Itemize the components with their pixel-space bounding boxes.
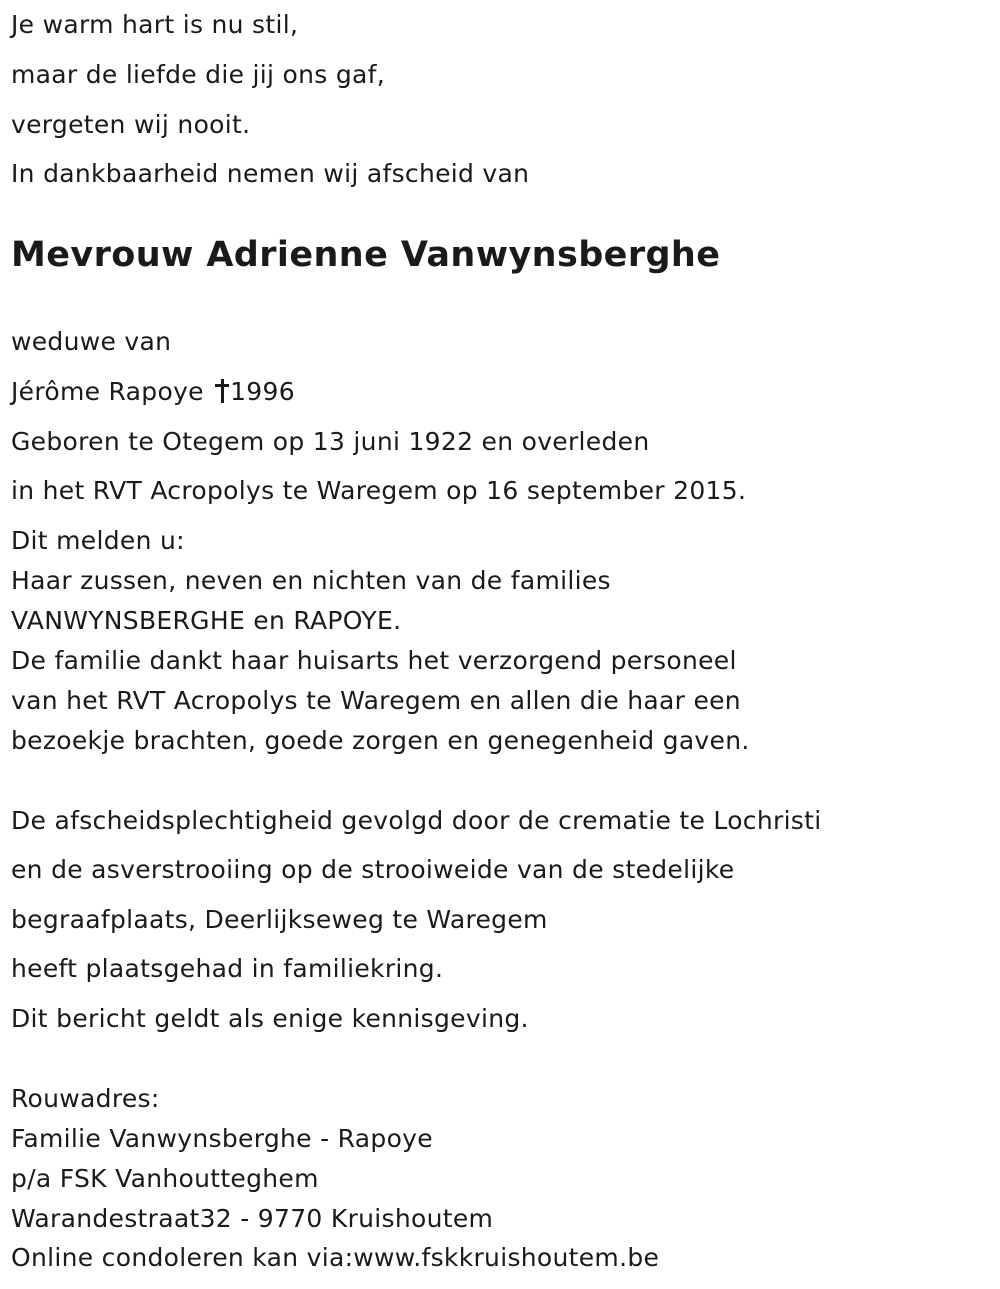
announcement-line-1: Dit melden u: <box>11 526 185 555</box>
spouse-line <box>11 377 295 407</box>
ceremony-line-5: Dit bericht geldt als enige kennisgeving. <box>11 1004 529 1033</box>
intro-line-2: maar de liefde die jij ons gaf, <box>11 60 385 89</box>
announcement-line-5: van het RVT Acropolys te Waregem en allen die haar een <box>11 686 741 715</box>
widow-of-label: weduwe van <box>11 327 172 356</box>
ceremony-line-2: en de asverstrooiing op de strooiweide van de stedelijke <box>11 855 735 884</box>
ceremony-line-1: De afscheidsplechtigheid gevolgd door de crematie te Lochristi <box>11 806 822 835</box>
intro-line-4: In dankbaarheid nemen wij afscheid van <box>11 159 530 188</box>
announcement-line-3: VANWYNSBERGHE en RAPOYE. <box>11 606 402 635</box>
spouse-death-year: 1996 <box>230 377 295 406</box>
died-line: in het RVT Acropolys te Waregem op 16 september 2015. <box>11 476 747 505</box>
announcement-line-6: bezoekje brachten, goede zorgen en genegenheid gaven. <box>11 726 750 755</box>
deceased-name: Mevrouw Adrienne Vanwynsberghe <box>11 235 721 275</box>
intro-line-1: Je warm hart is nu stil, <box>11 10 299 39</box>
address-family: Familie Vanwynsberghe - Rapoye <box>11 1124 433 1153</box>
address-care-of: p/a FSK Vanhoutteghem <box>11 1164 319 1193</box>
announcement-line-2: Haar zussen, neven en nichten van de families <box>11 566 611 595</box>
born-line: Geboren te Otegem op 13 juni 1922 en overleden <box>11 427 650 456</box>
spouse-name: Jérôme Rapoye <box>11 377 204 406</box>
ceremony-line-3: begraafplaats, Deerlijkseweg te Waregem <box>11 905 548 934</box>
intro-line-3: vergeten wij nooit. <box>11 110 251 139</box>
ceremony-line-4: heeft plaatsgehad in familiekring. <box>11 954 444 983</box>
cross-icon <box>215 379 229 403</box>
announcement-line-4: De familie dankt haar huisarts het verzorgend personeel <box>11 646 737 675</box>
address-label: Rouwadres: <box>11 1084 160 1113</box>
online-condolence-line: Online condoleren kan via:www.fskkruishoutem.be <box>11 1243 660 1272</box>
address-street: Warandestraat32 - 9770 Kruishoutem <box>11 1204 494 1233</box>
